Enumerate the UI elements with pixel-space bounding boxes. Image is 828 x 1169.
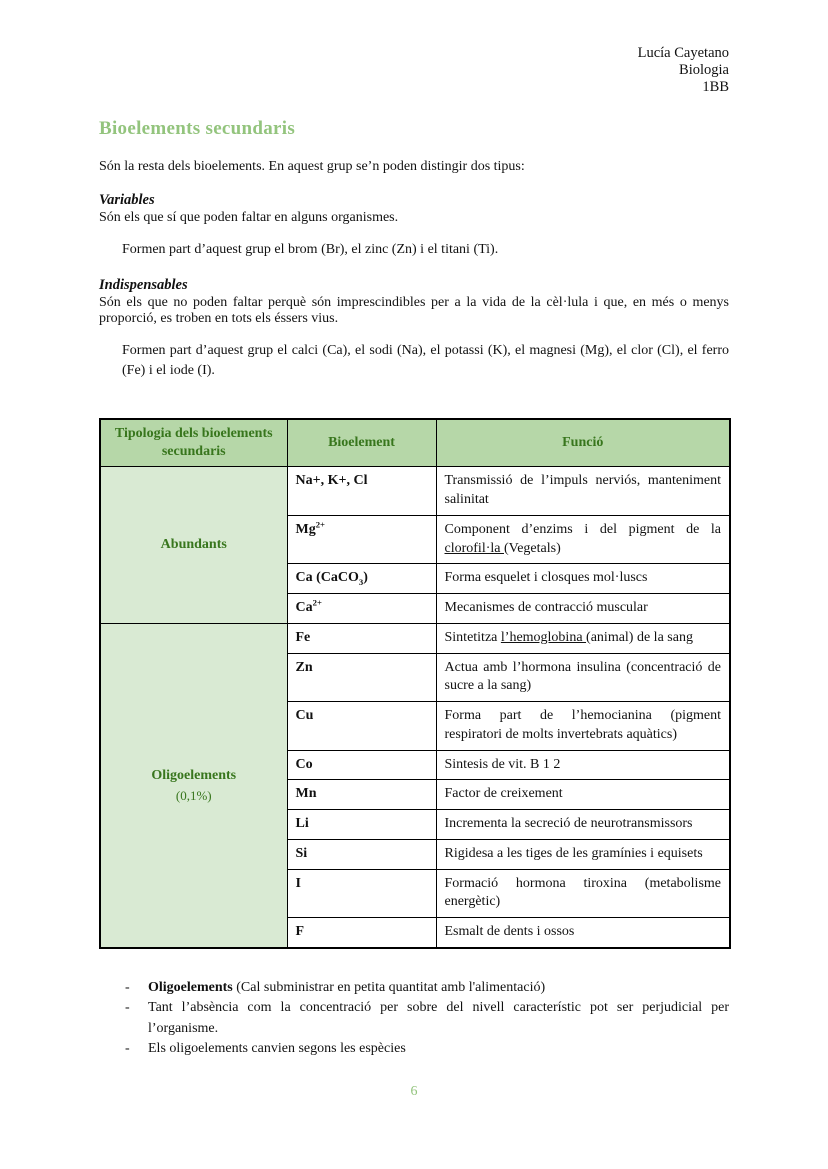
doc-header-author: Lucía Cayetano <box>637 45 729 61</box>
text-segment: Mecanismes de contracció muscular <box>444 600 648 616</box>
text-segment: Component d’enzims i del pigment de la <box>444 521 721 537</box>
bioelement-cell <box>287 467 436 516</box>
text-segment: ) <box>363 570 368 586</box>
text-segment: Esmalt de dents i ossos <box>444 924 575 940</box>
text-segment: Oligoelements <box>148 979 233 995</box>
bullet-dash: - <box>125 979 130 995</box>
funcio-cell <box>436 780 730 810</box>
funcio-cell <box>436 750 730 780</box>
text-segment: Cu <box>295 708 314 724</box>
bullet-dash: - <box>125 1000 130 1016</box>
funcio-cell <box>436 653 730 702</box>
funcio-cell <box>436 467 730 516</box>
group-label-cell <box>100 623 287 948</box>
text-segment: 2+ <box>315 519 325 530</box>
text-segment: Fe <box>295 629 311 645</box>
bioelement-cell <box>287 750 436 780</box>
bioelement-cell <box>287 869 436 918</box>
text-segment: l’hemoglobina <box>500 629 587 645</box>
doc-header-class: 1BB <box>702 79 729 96</box>
bullet-text <box>148 978 729 998</box>
text-segment: clorofil·la <box>444 540 504 556</box>
bioelement-cell <box>287 839 436 869</box>
bioelements-table <box>99 418 731 949</box>
text-segment: Zn <box>295 659 313 675</box>
list-item <box>125 998 729 1039</box>
bullet-text <box>148 1039 729 1059</box>
group-sublabel: (0,1%) <box>175 787 212 803</box>
col-header-tipologia: Tipologia dels bioelements secundaris <box>100 419 287 467</box>
text-segment: Formació hormona tiroxina (metabolisme energètic) <box>444 875 721 910</box>
bioelement-cell <box>287 918 436 948</box>
text-segment: Actua amb l’hormona insulina (concentració de sucre a la sang) <box>444 659 721 694</box>
text-segment: Factor de creixement <box>444 786 563 802</box>
bullet-dash: - <box>125 1040 130 1056</box>
text-segment: Ca <box>295 600 313 616</box>
funcio-cell <box>436 564 730 594</box>
table-row <box>100 467 730 516</box>
text-segment: Rigidesa a les tiges de les gramínies i equisets <box>444 845 703 861</box>
list-item <box>125 1039 729 1059</box>
funcio-cell <box>436 594 730 624</box>
section-body-variables: Són els que sí que poden faltar en alguns organismes. <box>99 210 399 226</box>
text-segment: Si <box>295 845 308 861</box>
page-number: 6 <box>410 1084 418 1100</box>
section-heading-indispensables: Indispensables <box>99 276 188 293</box>
text-segment: F <box>295 924 305 940</box>
bioelement-cell <box>287 780 436 810</box>
text-segment: Incrementa la secreció de neurotransmissors <box>444 816 693 832</box>
text-segment: Ca (CaCO <box>295 570 359 586</box>
text-segment: I <box>295 875 301 891</box>
text-segment: Forma part de l’hemocianina (pigment respiratori de molts invertebrats aquàtics) <box>444 708 721 742</box>
text-segment: Li <box>295 816 309 832</box>
section-indent-variables: Formen part d’aquest grup el brom (Br), el zinc (Zn) i el titani (Ti). <box>122 242 499 258</box>
text-segment: 2+ <box>312 597 322 608</box>
text-segment: Forma esquelet i closques mol·luscs <box>444 570 648 586</box>
bioelement-cell <box>287 702 436 751</box>
text-segment: Tant l’absència com la concentració per sobre del nivell característic pot ser perjudicial per l’organisme. <box>148 1000 729 1036</box>
text-segment: Sintetitza <box>444 629 501 645</box>
text-segment: Transmissió de l’impuls nerviós, manteniment salinitat <box>444 473 721 508</box>
intro-paragraph: Són la resta dels bioelements. En aquest grup se’n poden distingir dos tipus: <box>99 159 525 175</box>
page-title: Bioelements secundaris <box>99 118 296 140</box>
group-label-cell <box>100 467 287 624</box>
bioelements-table-header <box>100 419 730 467</box>
group-label: Oligoelements <box>151 767 237 783</box>
section-indent-indispensables: Formen part d’aquest grup el calci (Ca), el sodi (Na), el potassi (K), el magnesi (Mg), el clor (Cl), el ferro (Fe) i el iode (I). <box>122 342 729 378</box>
col-header-funcio: Funció <box>436 419 730 467</box>
text-segment: (animal) de la sang <box>586 629 693 645</box>
text-segment: Co <box>295 756 313 772</box>
funcio-cell <box>436 702 730 751</box>
text-segment: 3 <box>358 577 364 588</box>
bullet-text <box>148 998 729 1039</box>
funcio-cell <box>436 839 730 869</box>
bioelement-cell <box>287 594 436 624</box>
text-segment: Sintesis de vit. B 1 2 <box>444 756 561 772</box>
bioelement-cell <box>287 564 436 594</box>
bioelement-cell <box>287 653 436 702</box>
funcio-cell <box>436 515 730 564</box>
doc-header <box>99 45 729 96</box>
notes-list <box>99 978 729 1059</box>
text-segment: (Vegetals) <box>503 540 561 556</box>
table-row <box>100 623 730 653</box>
text-segment: Els oligoelements canvien segons les espècies <box>148 1040 406 1056</box>
text-segment: Mn <box>295 786 317 802</box>
funcio-cell <box>436 918 730 948</box>
section-heading-variables: Variables <box>99 192 155 209</box>
text-segment: Mg <box>295 521 316 537</box>
funcio-cell <box>436 869 730 918</box>
text-segment: Na+, K+, Cl <box>295 473 368 489</box>
list-item <box>125 978 729 998</box>
bio-table-body <box>100 467 730 948</box>
doc-header-subject: Biologia <box>679 62 729 79</box>
funcio-cell <box>436 623 730 653</box>
bioelement-cell <box>287 810 436 840</box>
col-header-bioelement: Bioelement <box>287 419 436 467</box>
funcio-cell <box>436 810 730 840</box>
text-segment: (Cal subministrar en petita quantitat amb l'alimentació) <box>232 979 546 995</box>
group-label: Abundants <box>160 536 227 552</box>
bioelement-cell <box>287 515 436 564</box>
bioelement-cell <box>287 623 436 653</box>
section-body-indispensables: Són els que no poden faltar perquè són imprescindibles per a la vida de la cèl·lula i que, en més o menys proporció, es troben en tots els éssers vius. <box>99 294 729 326</box>
